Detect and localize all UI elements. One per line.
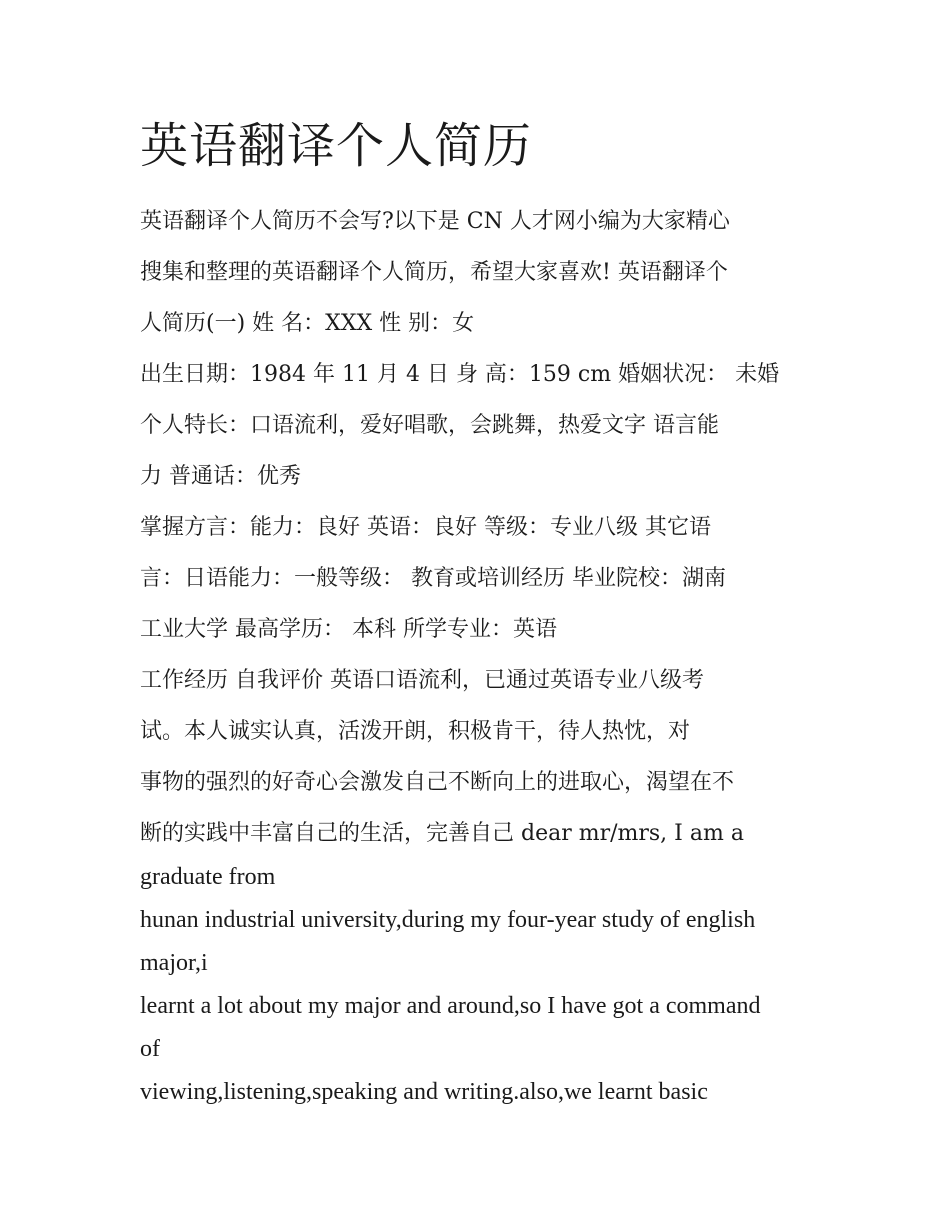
body-line: 断的实践中丰富自己的生活，完善自己 dear mr/mrs, I am a	[140, 821, 744, 846]
body-line: learnt a lot about my major and around,so I have got a command	[140, 993, 761, 1019]
body-line: 工业大学 最高学历： 本科 所学专业：英语	[140, 617, 557, 642]
body-line: 试。本人诚实认真，活泼开朗，积极肯干，待人热忱，对	[140, 719, 691, 744]
body-line: graduate from	[140, 864, 276, 890]
body-line: 掌握方言：能力：良好 英语：良好 等级：专业八级 其它语	[140, 515, 711, 540]
body-line: 英语翻译个人简历不会写?以下是 CN 人才网小编为大家精心	[140, 209, 730, 234]
body-line: 事物的强烈的好奇心会激发自己不断向上的进取心，渴望在不	[140, 770, 735, 795]
body-line: 力 普通话：优秀	[140, 464, 301, 489]
body-line: 人简历(一) 姓 名：XXX 性 别：女	[140, 311, 475, 336]
body-line: hunan industrial university,during my four-year study of english	[140, 907, 756, 933]
body-line: 个人特长：口语流利，爱好唱歌，会跳舞，热爱文字 语言能	[140, 413, 719, 438]
body-line: of	[140, 1036, 160, 1062]
body-line: viewing,listening,speaking and writing.also,we learnt basic	[140, 1079, 708, 1105]
body-line: 搜集和整理的英语翻译个人简历，希望大家喜欢! 英语翻译个	[140, 260, 728, 285]
body-line: major,i	[140, 950, 208, 976]
body-line: 言：日语能力：一般等级： 教育或培训经历 毕业院校：湖南	[140, 566, 726, 591]
body-line: 出生日期：1984 年 11 月 4 日 身 高：159 cm 婚姻状况： 未婚	[140, 362, 780, 387]
body-line: 工作经历 自我评价 英语口语流利，已通过英语专业八级考	[140, 668, 704, 693]
document-title: 英语翻译个人简历	[140, 118, 533, 174]
